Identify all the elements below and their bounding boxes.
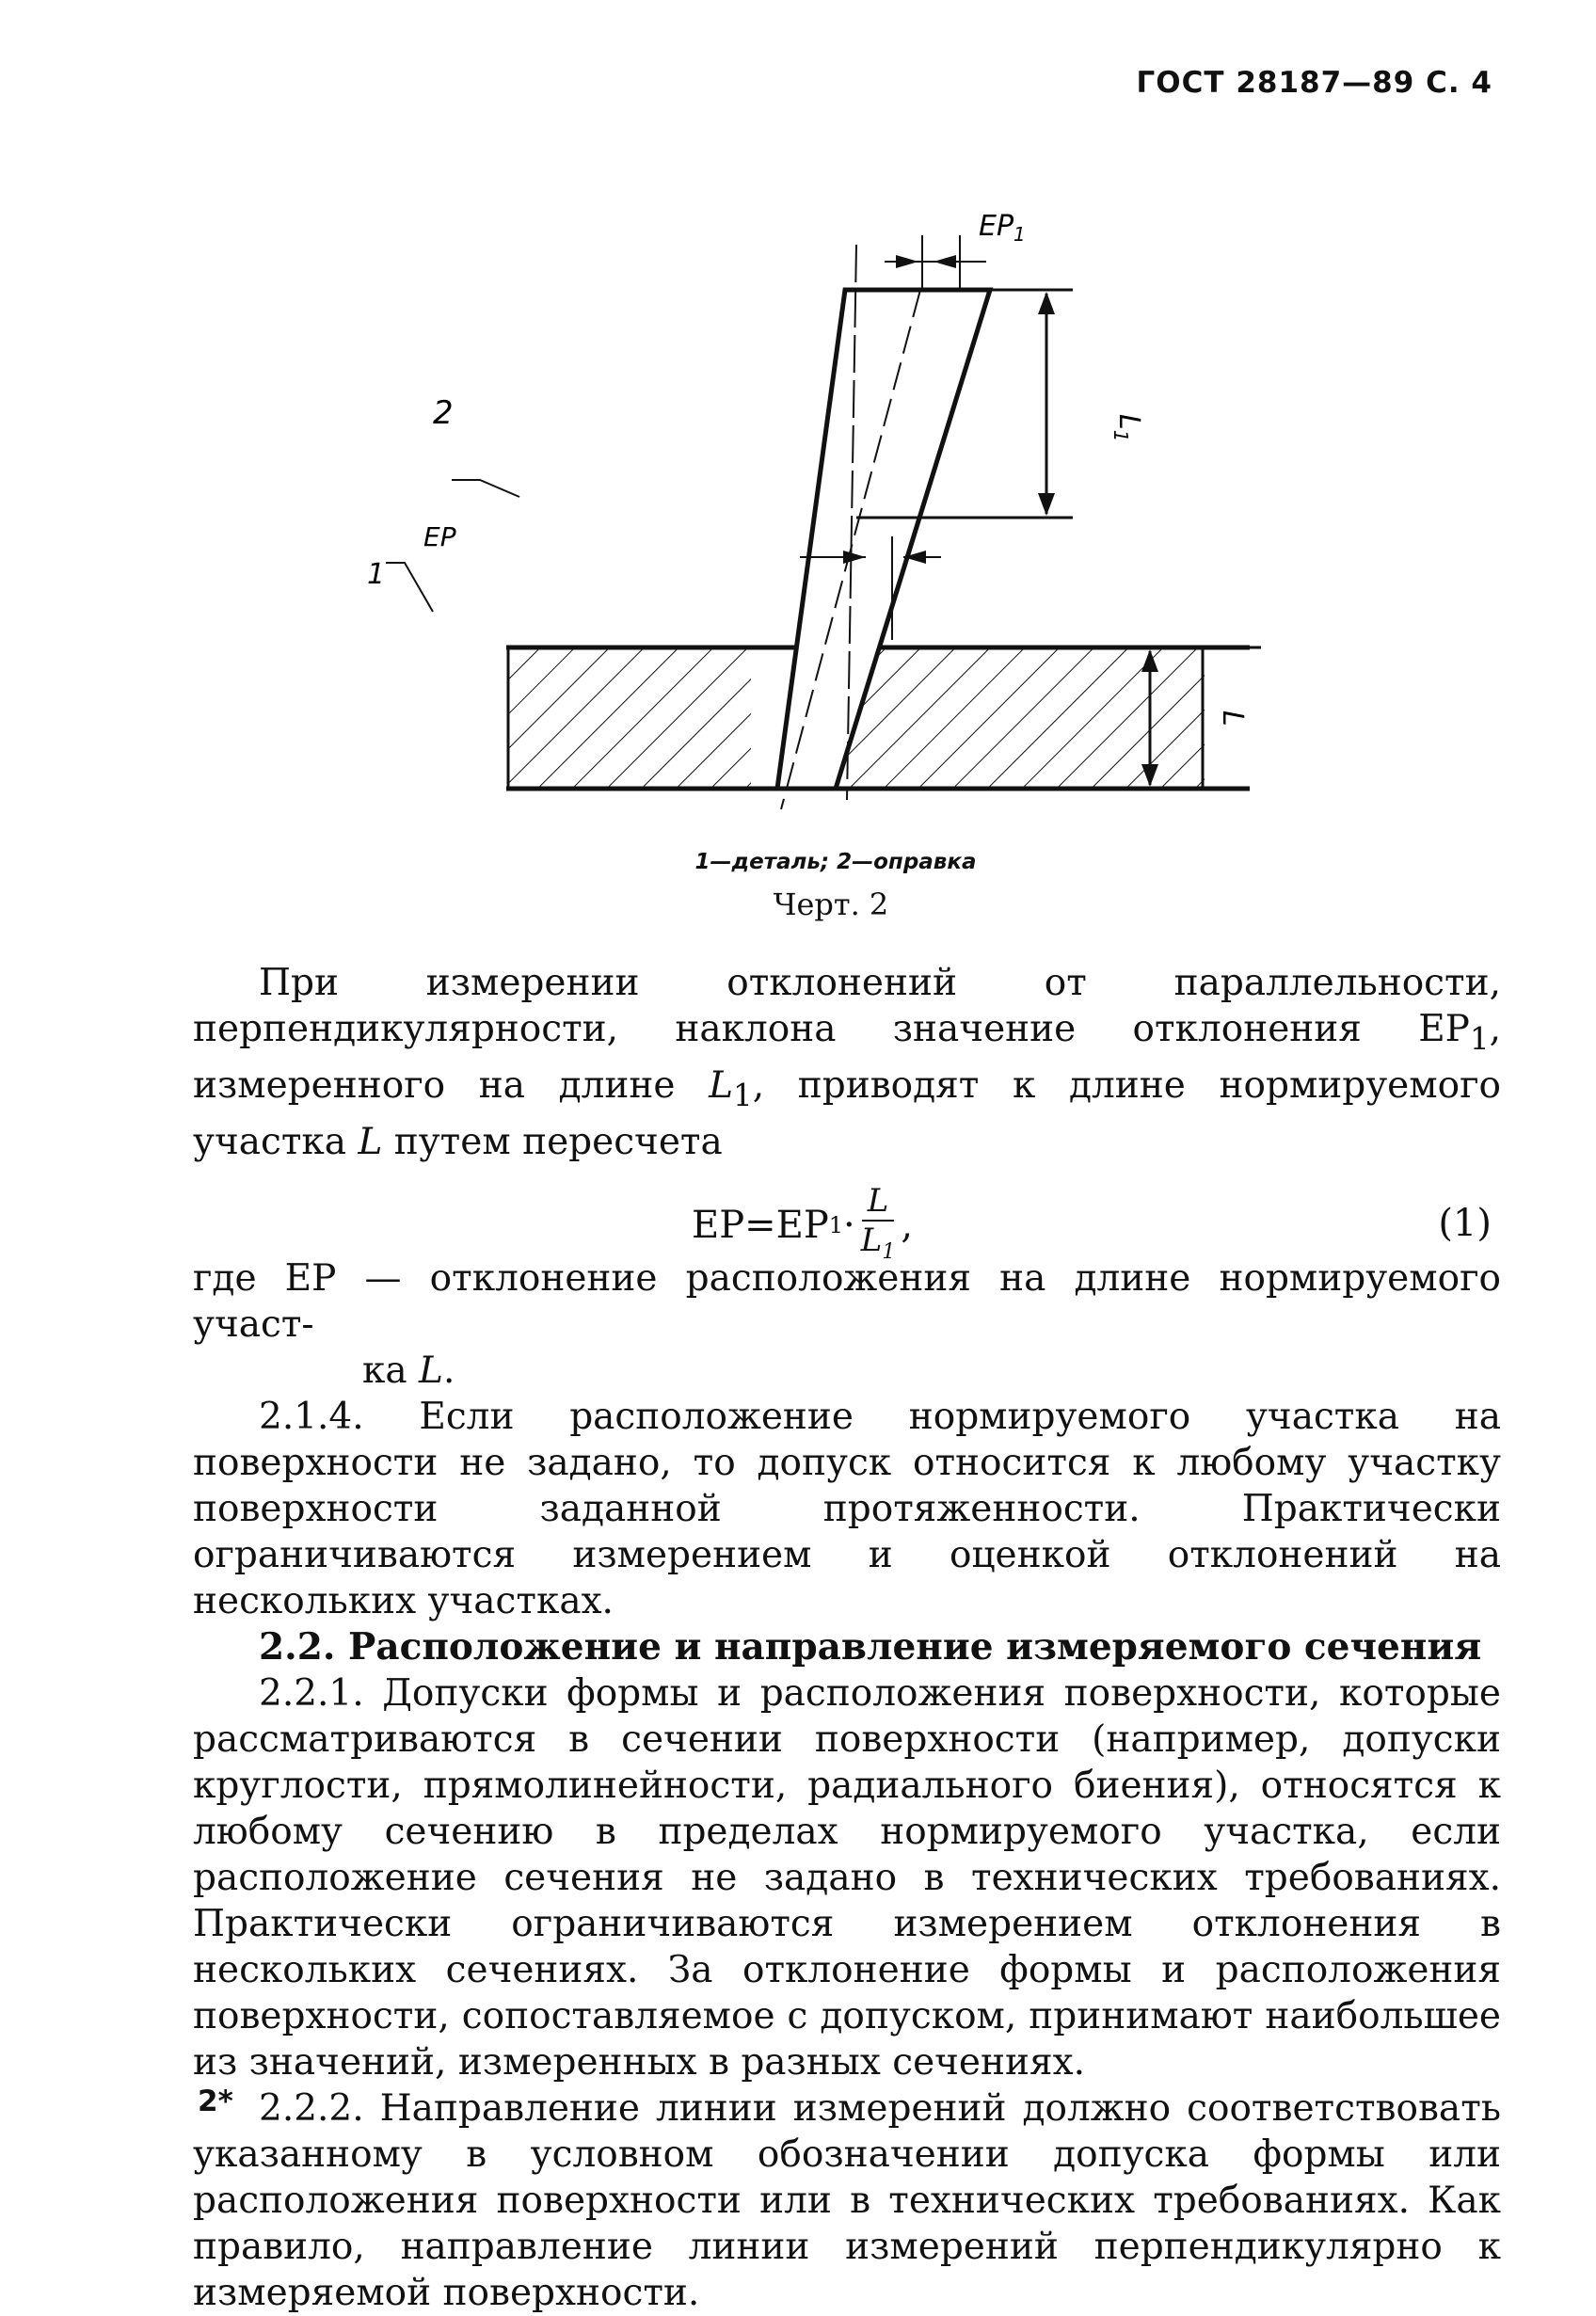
drawing-svg xyxy=(367,198,1299,856)
paragraph-where: где EP — отклонение расположения на длине нормируемого участ- ка L. xyxy=(193,1256,1501,1392)
label-l1: $L_1$ xyxy=(1109,414,1145,442)
paragraph-conversion: При измерении отклонений от параллельности, перпендикулярности, наклона значение отклонения $EP_1$, измеренного на длине $L_1$, приводят к длине нормируемого участка L путем пересчета xyxy=(193,962,1501,1163)
label-part-2: 2 xyxy=(433,394,454,432)
formula-number: (1) xyxy=(1438,1201,1492,1245)
label-ep1: $EP_1$ xyxy=(979,210,1026,246)
body-text xyxy=(193,960,1501,2316)
paragraph-2-1-4: 2.1.4. Если расположение нормируемого участка на поверхности не задано, то допуск относится к любому участку поверхности заданной протяженности. Практически ограничиваются измерением и оценкой отклонений на нескольких участках. xyxy=(193,1395,1501,1622)
paragraph-2-2-2: 2.2.2. Направление линии измерений должно соответствовать указанному в условном обозначении допуска формы или расположения поверхности или в технических требованиях. Как правило, направление линии измерений перпендикулярно к измеряемой поверхности. xyxy=(193,2086,1501,2314)
label-ep: EP xyxy=(423,521,456,552)
standard-header: ГОСТ 28187—89 С. 4 xyxy=(1136,66,1492,100)
label-part-1: 1 xyxy=(367,558,386,591)
figure-legend: 1—деталь; 2—оправка xyxy=(694,850,977,874)
part-left-hatch xyxy=(508,647,751,789)
formula-1: EP=EP 1 · $\frac{L}{L_1}$ , (1) xyxy=(692,1181,1492,1264)
figure-drawing xyxy=(367,198,1299,856)
paragraph-2-2-1: 2.2.1. Допуски формы и расположения поверхности, которые рассматриваются в сечении поверхности (например, допуски круглости, прямолинейности, радиального биения), относятся к любому сечению в пределах нормируемого участка, если расположение сечения не задано в технических требованиях. Практически ограничиваются измерением отклонения в нескольких сечениях. За отклонение формы и расположения поверхности, сопоставляемое с допуском, принимают наибольшее из значений, измеренных в разных сечениях. xyxy=(193,1671,1501,2084)
figure-caption: Черт. 2 xyxy=(773,886,889,922)
page-mark: 2* xyxy=(198,2084,233,2118)
heading-2-2: 2.2. Расположение и направление измеряемого сечения xyxy=(259,1624,1482,1669)
label-l: L xyxy=(1216,711,1249,727)
